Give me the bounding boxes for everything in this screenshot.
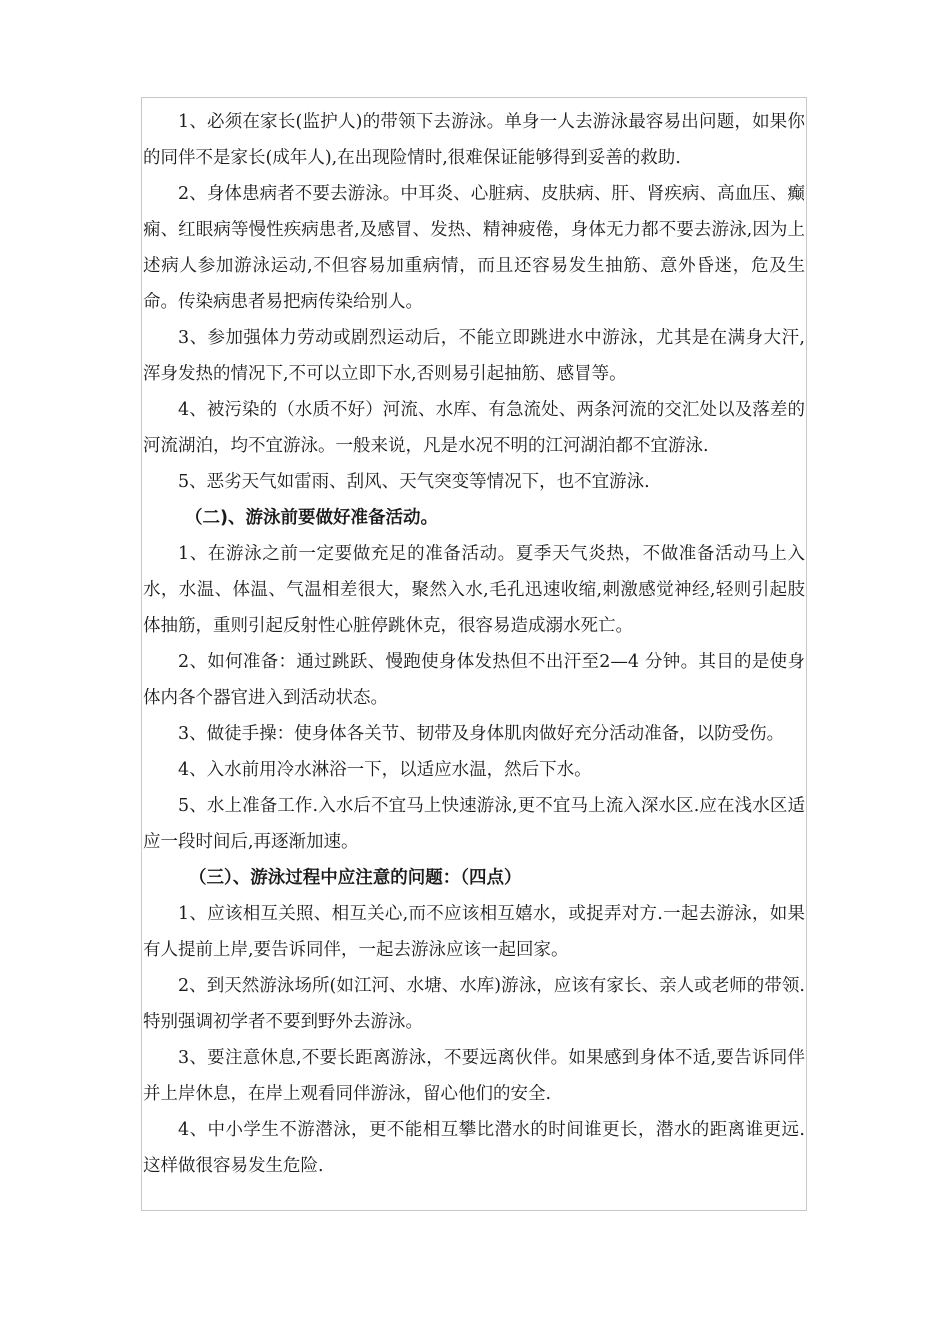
paragraph-2-3: 3、做徒手操：使身体各关节、韧带及身体肌肉做好充分活动准备，以防受伤。	[178, 724, 785, 744]
paragraph-3-3: 3、要注意休息,不要长距离游泳，不要远离伙伴。如果感到身体不适,要告诉同伴并上岸休息，在岸上观看同伴游泳，留心他们的安全.	[143, 1048, 805, 1104]
document-body	[143, 104, 805, 1184]
paragraph-1-1: 1、必须在家长(监护人)的带领下去游泳。单身一人去游泳最容易出问题，如果你的同伴不是家长(成年人),在出现险情时,很难保证能够得到妥善的救助.	[143, 112, 805, 168]
paragraph-2-2: 2、如何准备：通过跳跃、慢跑使身体发热但不出汗至2—4 分钟。其目的是使身体内各个器官进入到活动状态。	[143, 652, 805, 708]
paragraph-2-5: 5、水上准备工作.入水后不宜马上快速游泳,更不宜马上流入深水区.应在浅水区适应一段时间后,再逐渐加速。	[143, 796, 805, 852]
section-heading-2: （二)、游泳前要做好准备活动。	[185, 508, 438, 528]
paragraph-1-4: 4、被污染的（水质不好）河流、水库、有急流处、两条河流的交汇处以及落差的河流湖泊，均不宜游泳。一般来说，凡是水况不明的江河湖泊都不宜游泳.	[143, 400, 805, 456]
paragraph-1-2: 2、身体患病者不要去游泳。中耳炎、心脏病、皮肤病、肝、肾疾病、高血压、癫痫、红眼病等慢性疾病患者,及感冒、发热、精神疲倦，身体无力都不要去游泳,因为上述病人参加游泳运动,不但容易加重病情，而且还容易发生抽筋、意外昏迷，危及生命。传染病患者易把病传染给别人。	[143, 184, 805, 312]
paragraph-3-1: 1、应该相互关照、相互关心,而不应该相互嬉水，或捉弄对方.一起去游泳，如果有人提前上岸,要告诉同伴，一起去游泳应该一起回家。	[143, 904, 805, 960]
paragraph-3-4: 4、中小学生不游潜泳，更不能相互攀比潜水的时间谁更长，潜水的距离谁更远.这样做很容易发生危险.	[143, 1120, 805, 1176]
paragraph-3-2: 2、到天然游泳场所(如江河、水塘、水库)游泳，应该有家长、亲人或老师的带领.特别强调初学者不要到野外去游泳。	[143, 976, 805, 1032]
paragraph-2-1: 1、在游泳之前一定要做充足的准备活动。夏季天气炎热，不做准备活动马上入水，水温、体温、气温相差很大，聚然入水,毛孔迅速收缩,刺激感觉神经,轻则引起肢体抽筋，重则引起反射性心脏停跳休克，很容易造成溺水死亡。	[143, 544, 805, 636]
paragraph-1-5: 5、恶劣天气如雷雨、刮风、天气突变等情况下，也不宜游泳.	[178, 472, 650, 492]
paragraph-2-4: 4、入水前用冷水淋浴一下，以适应水温，然后下水。	[178, 760, 592, 780]
paragraph-1-3: 3、参加强体力劳动或剧烈运动后，不能立即跳进水中游泳，尤其是在满身大汗,浑身发热的情况下,不可以立即下水,否则易引起抽筋、感冒等。	[143, 328, 805, 384]
section-heading-3: （三）、游泳过程中应注意的问题：（四点）	[189, 868, 522, 888]
